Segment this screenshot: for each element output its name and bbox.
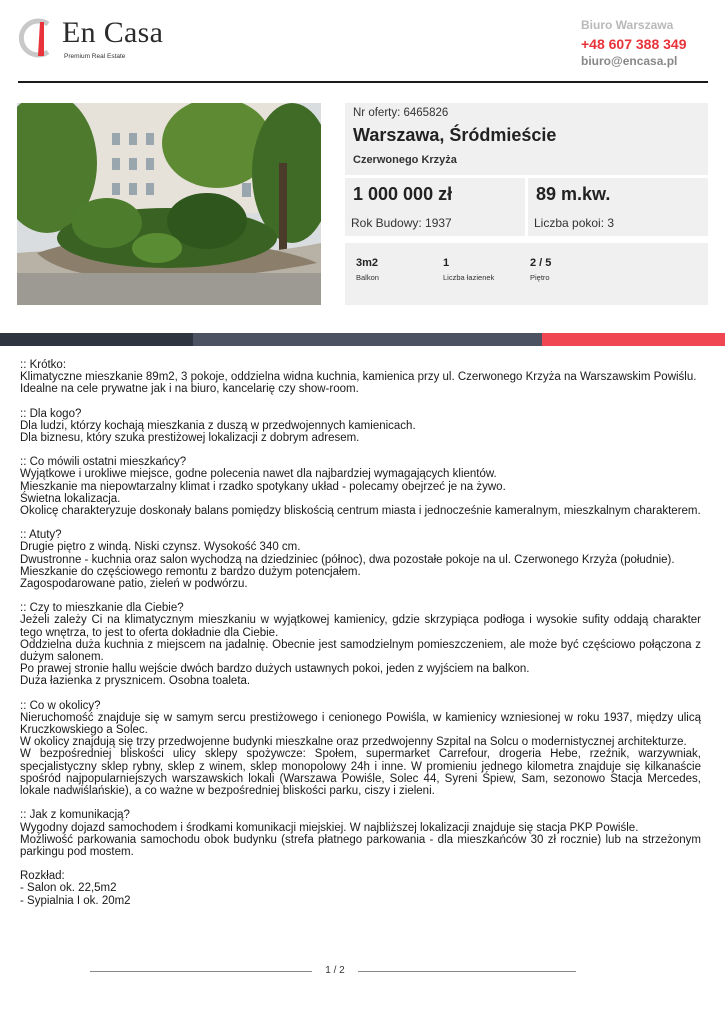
price-panel [345,178,525,236]
feature-bathrooms [443,257,494,282]
listing-title-panel [345,103,708,175]
brand-name: En Casa [62,16,164,49]
feature-value: 2 / 5 [530,257,552,269]
description-section: Rozkład: - Salon ok. 22,5m2 - Sypialnia I ok. 20m2 [20,870,131,907]
logo-icon [18,18,54,58]
email-link[interactable]: biuro@encasa.pl [581,54,678,68]
office-name: Biuro Warszawa [581,18,674,32]
feature-value: 1 [443,257,450,269]
description-section: :: Dla kogo? Dla ludzi, którzy kochają mieszkania z duszą w przedwojennych kamienicach. Dla biznesu, który szuka prestiżowej lokalizacji z dobrym adresem. [20,407,416,445]
contact-block [581,18,691,68]
description-section: :: Atuty? Drugie piętro z windą. Niski czynsz. Wysokość 340 cm. Dwustronne - kuchnia oraz salon wychodzą na dziedziniec (północ), dwa pozostałe pokoje na ul. Czerwonego Krzyża (południe). Mieszkanie do częściowego remontu z bardzo dużym potencjałem. Zagospodarowane patio, zieleń w podwórzu. [20,529,675,591]
listing-street: Czerwonego Krzyża [353,154,457,166]
description-section: :: Czy to mieszkanie dla Ciebie? Jeżeli zależy Ci na klimatycznym mieszkaniu w wyjątkowej kamienicy, gdzie skrzypiąca podłoga i wysokie sufity oddają charakter tego wnętrza, to jest to oferta dokładnie dla Ciebie. Oddzielna duża kuchnia z miejscem na jadalnię. Obecnie jest samodzielnym pomieszczeniem, ale może być częściowo połączona z dużym salonem. Po prawej stronie hallu wejście dwóch bardzo dużych ustawnych pokoi, jeden z wyjściem na balkon. Duża łazienka z prysznicem. Osobna toaleta. [20,602,701,688]
listing-area: 89 m.kw. [536,184,611,204]
feature-label: Balkon [356,273,379,282]
area-panel [528,178,708,236]
feature-label: Liczba łazienek [443,273,495,282]
property-photo [17,103,321,305]
description-section: :: Jak z komunikacją? Wygodny dojazd samochodem i środkami komunikacji miejskiej. W najbliższej lokalizacji znajduje się stacja PKP Powiśle. Możliwość parkowania samochodu obok budynku (strefa płatnego parkowania - dla mieszkańców 30 zł rocznie) lub na strzeżonym parkingu pod mostem. [20,809,701,858]
header-divider [18,81,708,83]
phone-number[interactable]: +48 607 388 349 [581,36,687,52]
feature-floor [530,257,551,282]
page-number: 1 / 2 [325,965,345,976]
year-built: Rok Budowy: 1937 [351,216,452,230]
description-section: :: Krótko: Klimatyczne mieszkanie 89m2, 3 pokoje, oddzielna widna kuchnia, kamienica przy ul. Czerwonego Krzyża na Warszawskim Powiślu. Idealne na cele prywatne jak i na biuro, kancelarię czy show-room. [20,359,697,396]
room-count: Liczba pokoi: 3 [534,216,615,230]
footer-rule-right [358,971,576,972]
band-slate [193,333,542,346]
listing-price: 1 000 000 zł [353,184,453,204]
brand-tagline: Premium Real Estate [64,53,126,60]
listing-city: Warszawa, Śródmieście [353,125,557,145]
feature-balcony [356,257,379,282]
description-section: :: Co w okolicy? Nieruchomość znajduje się w samym sercu prestiżowego i cenionego Powiśla, w kamienicy wzniesionej w roku 1937, między ulicą Kruczkowskiego a Solec. W okolicy znajdują się trzy przedwojenne budynki mieszkalne oraz przedwojenny Szpital na Solcu o modernistycznej architekturze. W bezpośredniej bliskości ulicy sklepy spożywcze: Społem, supermarket Carrefour, drogeria Hebe, rzeźnik, warzywniak, specjalistyczny sklep rybny, sklep z winem, sklep monopolowy 24h i inne. W promieniu jednego kilometra znajduje się kilkanaście spośród najpopularniejszych warszawskich lokali (Warszawa Powiśle, Solec 44, Syreni Śpiew, Sam, sezonowo Stacja Mercedes, lokale nadwiślańskie), a co ważne w bezpośredniej bliskości parku, ciszy i zieleni. [20,699,701,798]
description-section: :: Co mówili ostatni mieszkańcy? Wyjątkowe i urokliwe miejsce, godne polecenia nawet dla najbardziej wymagających klientów. Mieszkanie ma niepowtarzalny klimat i rzadko spotykany układ - polecamy obejrzeć je na żywo. Świetna lokalizacja. Okolicę charakteryzuje doskonały balans pomiędzy bliskością centrum miasta i jednocześnie kameralnym, mieszkalnym charakterem. [20,456,701,518]
offer-number: Nr oferty: 6465826 [353,107,449,119]
color-band [0,333,725,346]
band-dark [0,333,193,346]
band-red [542,333,725,346]
feature-value: 3m2 [356,257,379,269]
footer-rule-left [90,971,312,972]
features-panel [345,243,708,305]
feature-label: Piętro [530,273,550,282]
description [20,359,701,919]
